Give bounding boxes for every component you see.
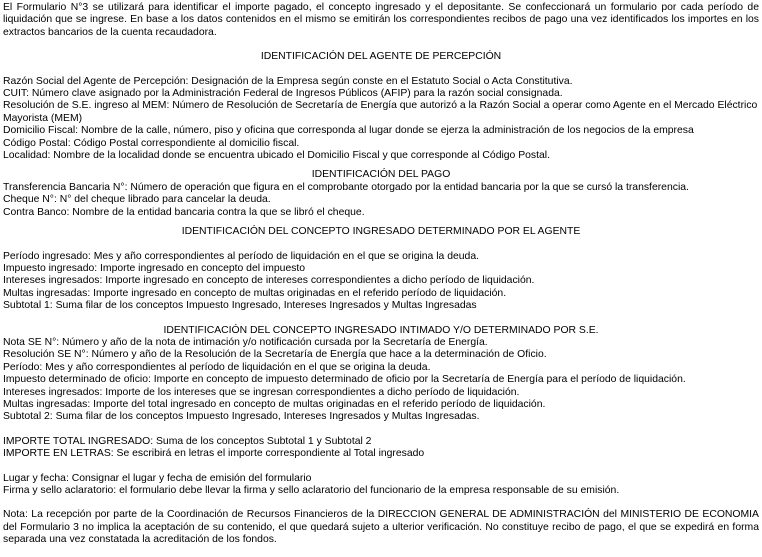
importe-letras: IMPORTE EN LETRAS: Se escribirá en letras el importe correspondiente al Total ingresado [3, 448, 425, 460]
concepto-se-heading: IDENTIFICACIÓN DEL CONCEPTO INGRESADO INTIMADO Y/O DETERMINADO POR S.E. [163, 324, 599, 336]
concepto-agente-multas: Multas ingresadas: Importe ingresado en concepto de multas originadas en el referido período de liquidación. [3, 287, 507, 299]
agente-razon-social: Razón Social del Agente de Percepción: Designación de la Empresa según conste en el Estatuto Social o Acta Constitutiva. [3, 75, 573, 87]
agente-localidad: Localidad: Nombre de la localidad donde se encuentra ubicado el Domicilio Fiscal y que corresponde al Código Postal. [3, 150, 550, 162]
concepto-agente-periodo: Período ingresado: Mes y año correspondientes al período de liquidación en el que se origina la deuda. [3, 250, 479, 262]
agente-domicilio: Domicilio Fiscal: Nombre de la calle, número, piso y oficina que corresponda al lugar donde se ejerza la administración de los negocios de la empresa [3, 125, 694, 137]
concepto-se-subtotal: Subtotal 2: Suma filar de los conceptos Impuesto Ingresado, Intereses Ingresados y Multas Ingresadas. [3, 411, 480, 423]
concepto-agente-heading: IDENTIFICACIÓN DEL CONCEPTO INGRESADO DETERMINADO POR EL AGENTE [181, 226, 581, 238]
concepto-agente-intereses: Intereses ingresados: Importe ingresado en concepto de intereses correspondientes a dicho período de liquidación. [3, 275, 535, 287]
lugar-fecha: Lugar y fecha: Consignar el lugar y fecha de emisión del formulario [3, 472, 312, 484]
concepto-agente-impuesto: Impuesto ingresado: Importe ingresado en concepto del impuesto [3, 262, 306, 274]
pago-transferencia: Transferencia Bancaria N°: Número de operación que figura en el comprobante otorgado por la entidad bancaria por la que se cursó la transferencia. [3, 181, 689, 193]
concepto-agente-subtotal: Subtotal 1: Suma filar de los conceptos Impuesto Ingresado, Intereses Ingresados y Multas Ingresadas [3, 300, 477, 312]
firma-sello: Firma y sello aclaratorio: el formulario debe llevar la firma y sello aclaratorio del funcionario de la empresa responsable de su emisión. [3, 485, 620, 496]
pago-contra-banco: Contra Banco: Nombre de la entidad bancaria contra la que se libró el cheque. [3, 206, 365, 218]
concepto-se-periodo: Período: Mes y año correspondientes al período de liquidación en el que se origina la deuda. [3, 361, 431, 373]
pago-heading: IDENTIFICACIÓN DEL PAGO [311, 169, 451, 181]
nota-paragraph: Nota: La recepción por parte de la Coordinación de Recursos Financieros de la DIRECCION GENERAL DE ADMINISTRACIÓN del MINISTERIO DE ECONOMIA del Formulario 3 no implica la aceptación de su contenido, el que quedará sujeto a ulterior verificación. No constituye recibo de pago, el que se expedirá en forma separada una vez constatada la acreditación de los fondos. [3, 509, 759, 546]
agente-heading: IDENTIFICACIÓN DEL AGENTE DE PERCEPCIÓN [260, 51, 502, 63]
pago-cheque: Cheque N°: N° del cheque librado para cancelar la deuda. [3, 194, 271, 206]
intro-paragraph: El Formulario N°3 se utilizará para identificar el importe pagado, el concepto ingresado y el depositante. Se confeccionará un formulario por cada período de liquidación que se ingrese. En base a los datos contenidos en el mismo se emitirán los correspondientes recibos de pago una vez identificados los importes en los extractos bancarios de la cuenta recaudadora. [3, 2, 759, 38]
concepto-se-resolucion: Resolución SE N°: Número y año de la Resolución de la Secretaría de Energía que hace a la determinación de Oficio. [3, 349, 547, 361]
agente-cuit: CUIT: Número clave asignado por la Administración Federal de Ingresos Públicos (AFIP) para la razón social consignada. [3, 88, 563, 100]
agente-resolucion: Resolución de S.E. ingreso al MEM: Número de Resolución de Secretaría de Energía que autorizó a la Razón Social a operar como Agente en el Mercado Eléctrico Mayorista (MEM) [3, 100, 758, 124]
concepto-se-multas: Multas ingresadas: Importe del total ingresado en concepto de multas originadas en el referido período de liquidación. [3, 398, 546, 410]
concepto-se-nota: Nota SE N°: Número y año de la nota de intimación y/o notificación cursada por la Secretaría de Energía. [3, 336, 488, 348]
concepto-se-intereses: Intereses ingresados: Importe de los intereses que se ingresan correspondientes a dicho período de liquidación. [3, 386, 520, 398]
agente-codigo-postal: Código Postal: Código Postal correspondiente al domicilio fiscal. [3, 137, 300, 149]
importe-total: IMPORTE TOTAL INGRESADO: Suma de los conceptos Subtotal 1 y Subtotal 2 [3, 435, 372, 447]
concepto-se-impuesto: Impuesto determinado de oficio: Importe en concepto de impuesto determinado de oficio por la Secretaría de Energía para el período de liquidación. [3, 374, 686, 386]
